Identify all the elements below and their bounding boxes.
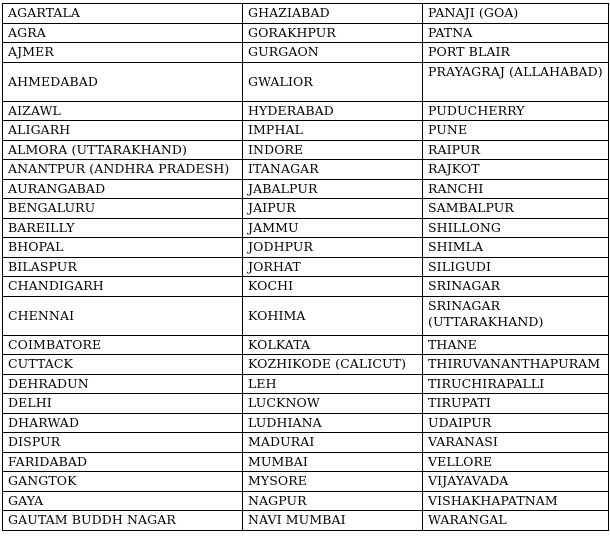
table-row — [3, 121, 609, 141]
table-cell: IMPHAL — [243, 121, 423, 141]
table-row — [3, 452, 609, 472]
table-cell: RAJKOT — [423, 160, 609, 180]
table-row — [3, 43, 609, 63]
table-cell: LUDHIANA — [243, 413, 423, 433]
table-cell: KOHIMA — [243, 296, 423, 335]
table-cell: PORT BLAIR — [423, 43, 609, 63]
table-cell: DEHRADUN — [3, 374, 243, 394]
table-row — [3, 355, 609, 375]
table-cell: GAYA — [3, 491, 243, 511]
table-row — [3, 433, 609, 453]
city-table-body — [3, 4, 609, 531]
table-cell: VISHAKHAPATNAM — [423, 491, 609, 511]
table-cell: MUMBAI — [243, 452, 423, 472]
table-row — [3, 160, 609, 180]
table-cell: WARANGAL — [423, 511, 609, 531]
table-cell: VIJAYAVADA — [423, 472, 609, 492]
table-cell: ALMORA (UTTARAKHAND) — [3, 140, 243, 160]
table-cell: PUNE — [423, 121, 609, 141]
table-cell: AHMEDABAD — [3, 62, 243, 101]
table-cell: AGRA — [3, 23, 243, 43]
table-cell: AURANGABAD — [3, 179, 243, 199]
table-cell: HYDERABAD — [243, 101, 423, 121]
table-cell: BILASPUR — [3, 257, 243, 277]
table-cell: BHOPAL — [3, 238, 243, 258]
city-table — [2, 3, 609, 531]
table-cell: THIRUVANANTHAPURAM — [423, 355, 609, 375]
table-cell: JODHPUR — [243, 238, 423, 258]
table-cell: THANE — [423, 335, 609, 355]
table-row — [3, 374, 609, 394]
table-cell: CHENNAI — [3, 296, 243, 335]
table-cell: KOLKATA — [243, 335, 423, 355]
table-row — [3, 296, 609, 335]
table-cell: AGARTALA — [3, 4, 243, 24]
table-row — [3, 4, 609, 24]
table-cell: PRAYAGRAJ (ALLAHABAD) — [423, 62, 609, 101]
table-cell: SHIMLA — [423, 238, 609, 258]
table-cell: TIRUPATI — [423, 394, 609, 414]
table-cell: SAMBALPUR — [423, 199, 609, 219]
table-cell: DHARWAD — [3, 413, 243, 433]
table-cell: MADURAI — [243, 433, 423, 453]
table-cell: GURGAON — [243, 43, 423, 63]
table-cell: RAIPUR — [423, 140, 609, 160]
table-cell: INDORE — [243, 140, 423, 160]
table-cell: VELLORE — [423, 452, 609, 472]
table-row — [3, 140, 609, 160]
table-cell: SILIGUDI — [423, 257, 609, 277]
table-row — [3, 179, 609, 199]
table-cell: BENGALURU — [3, 199, 243, 219]
table-row — [3, 199, 609, 219]
table-cell: SRINAGAR (UTTARAKHAND) — [423, 296, 609, 335]
table-cell: FARIDABAD — [3, 452, 243, 472]
table-row — [3, 62, 609, 101]
table-cell: KOCHI — [243, 277, 423, 297]
table-row — [3, 394, 609, 414]
table-row — [3, 238, 609, 258]
table-cell: GAUTAM BUDDH NAGAR — [3, 511, 243, 531]
table-cell: COIMBATORE — [3, 335, 243, 355]
table-row — [3, 413, 609, 433]
table-row — [3, 218, 609, 238]
table-cell: SHILLONG — [423, 218, 609, 238]
table-cell: GORAKHPUR — [243, 23, 423, 43]
table-cell: ALIGARH — [3, 121, 243, 141]
table-cell: DELHI — [3, 394, 243, 414]
table-cell: AJMER — [3, 43, 243, 63]
table-cell: GANGTOK — [3, 472, 243, 492]
table-cell: JABALPUR — [243, 179, 423, 199]
table-cell: JAIPUR — [243, 199, 423, 219]
table-cell: KOZHIKODE (CALICUT) — [243, 355, 423, 375]
table-cell: CHANDIGARH — [3, 277, 243, 297]
table-cell: VARANASI — [423, 433, 609, 453]
table-row — [3, 101, 609, 121]
table-cell: BAREILLY — [3, 218, 243, 238]
table-row — [3, 335, 609, 355]
table-cell: JORHAT — [243, 257, 423, 277]
table-cell: LEH — [243, 374, 423, 394]
table-cell: PUDUCHERRY — [423, 101, 609, 121]
table-cell: MYSORE — [243, 472, 423, 492]
table-cell: GWALIOR — [243, 62, 423, 101]
table-row — [3, 491, 609, 511]
table-cell: DISPUR — [3, 433, 243, 453]
table-row — [3, 277, 609, 297]
table-cell: LUCKNOW — [243, 394, 423, 414]
table-row — [3, 472, 609, 492]
table-cell: JAMMU — [243, 218, 423, 238]
table-row — [3, 23, 609, 43]
table-cell: TIRUCHIRAPALLI — [423, 374, 609, 394]
table-cell: ANANTPUR (ANDHRA PRADESH) — [3, 160, 243, 180]
table-cell: ITANAGAR — [243, 160, 423, 180]
table-cell: UDAIPUR — [423, 413, 609, 433]
table-cell: NAVI MUMBAI — [243, 511, 423, 531]
table-cell: PANAJI (GOA) — [423, 4, 609, 24]
table-cell: GHAZIABAD — [243, 4, 423, 24]
table-cell: AIZAWL — [3, 101, 243, 121]
table-cell: CUTTACK — [3, 355, 243, 375]
table-cell: PATNA — [423, 23, 609, 43]
table-row — [3, 257, 609, 277]
table-row — [3, 511, 609, 531]
table-cell: NAGPUR — [243, 491, 423, 511]
table-cell: SRINAGAR — [423, 277, 609, 297]
table-cell: RANCHI — [423, 179, 609, 199]
